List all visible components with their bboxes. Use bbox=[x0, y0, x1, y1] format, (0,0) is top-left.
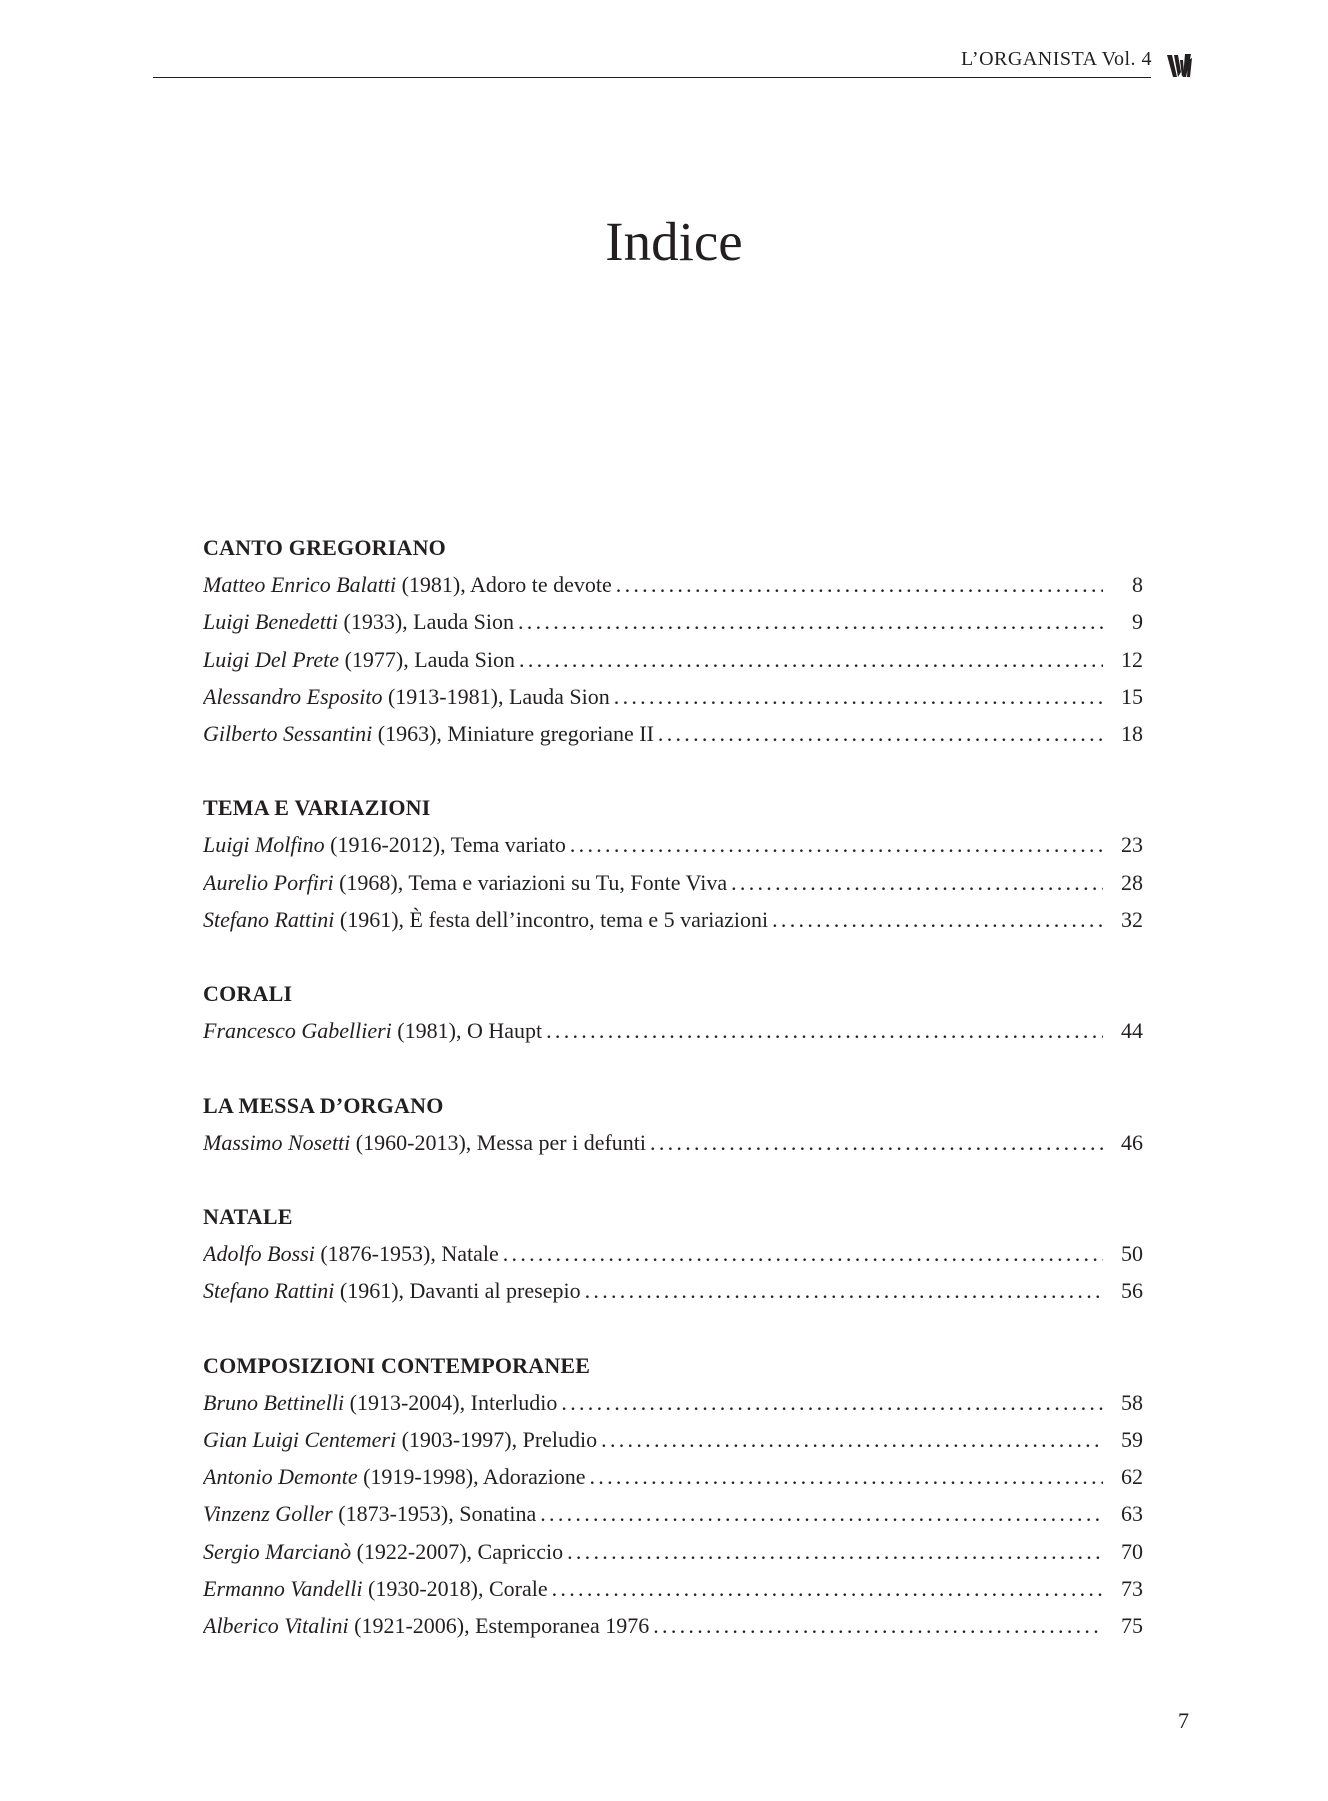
dot-leader bbox=[646, 1124, 1103, 1161]
page-ref: 50 bbox=[1121, 1240, 1143, 1266]
work-details: (1960-2013), Messa per i defunti bbox=[350, 1129, 647, 1155]
toc-entry[interactable] bbox=[203, 901, 1143, 938]
entry-label bbox=[203, 1607, 649, 1644]
page-ref: 70 bbox=[1121, 1538, 1143, 1564]
toc-section bbox=[203, 529, 1143, 752]
dot-leader bbox=[563, 1533, 1103, 1570]
dot-leader bbox=[581, 1272, 1103, 1309]
dot-leader bbox=[654, 715, 1103, 752]
entry-label bbox=[203, 1495, 536, 1532]
dot-leader bbox=[542, 1012, 1103, 1049]
entry-label bbox=[203, 1235, 499, 1272]
toc-entry[interactable] bbox=[203, 715, 1143, 752]
toc-section bbox=[203, 975, 1143, 1049]
entry-label bbox=[203, 1458, 585, 1495]
dot-leader bbox=[585, 1458, 1103, 1495]
toc-entry[interactable] bbox=[203, 826, 1143, 863]
dot-leader bbox=[649, 1607, 1103, 1644]
toc-entry[interactable] bbox=[203, 1533, 1143, 1570]
work-details: (1981), O Haupt bbox=[391, 1018, 543, 1044]
composer-name: Luigi Benedetti bbox=[203, 609, 339, 635]
composer-name: Stefano Rattini bbox=[203, 1278, 335, 1304]
toc-entry[interactable] bbox=[203, 641, 1143, 678]
section-heading: LA MESSA D’ORGANO bbox=[203, 1092, 444, 1118]
composer-name: Gian Luigi Centemeri bbox=[203, 1426, 397, 1452]
dot-leader bbox=[566, 826, 1103, 863]
toc-entry[interactable] bbox=[203, 1570, 1143, 1607]
work-details: (1961), È festa dell’incontro, tema e 5 variazioni bbox=[334, 907, 769, 933]
page-ref: 8 bbox=[1132, 572, 1143, 597]
page-ref: 73 bbox=[1121, 1576, 1143, 1602]
toc-section bbox=[203, 1198, 1143, 1310]
toc-entry[interactable] bbox=[203, 1124, 1143, 1161]
entry-label bbox=[203, 901, 768, 938]
work-details: (1961), Davanti al presepio bbox=[334, 1278, 581, 1304]
toc-entry[interactable] bbox=[203, 1012, 1143, 1049]
entry-label bbox=[203, 641, 515, 678]
entry-label bbox=[203, 603, 514, 640]
work-details: (1873-1953), Sonatina bbox=[332, 1501, 537, 1527]
composer-name: Luigi Molfino bbox=[203, 832, 325, 858]
toc-entry[interactable] bbox=[203, 864, 1143, 901]
work-details: (1919-1998), Adorazione bbox=[357, 1464, 586, 1490]
entry-label bbox=[203, 1570, 548, 1607]
page-ref: 59 bbox=[1121, 1426, 1143, 1452]
toc-entry[interactable] bbox=[203, 1272, 1143, 1309]
section-heading: COMPOSIZIONI CONTEMPORANEE bbox=[203, 1352, 591, 1378]
page-ref: 23 bbox=[1121, 832, 1143, 858]
section-heading: TEMA E VARIAZIONI bbox=[203, 795, 431, 821]
table-of-contents bbox=[203, 529, 1143, 1645]
composer-name: Vinzenz Goller bbox=[203, 1501, 333, 1527]
entry-label bbox=[203, 826, 566, 863]
composer-name: Alberico Vitalini bbox=[203, 1613, 349, 1639]
page-ref: 56 bbox=[1121, 1278, 1143, 1304]
composer-name: Ermanno Vandelli bbox=[203, 1576, 363, 1602]
page-ref: 9 bbox=[1132, 609, 1143, 635]
composer-name: Stefano Rattini bbox=[203, 907, 335, 933]
composer-name: Luigi Del Prete bbox=[203, 646, 340, 672]
work-details: (1913-1981), Lauda Sion bbox=[382, 683, 610, 709]
page-ref: 12 bbox=[1121, 646, 1143, 672]
dot-leader bbox=[727, 864, 1103, 901]
header-rule bbox=[153, 77, 1151, 78]
page-ref: 63 bbox=[1121, 1501, 1143, 1527]
entry-label bbox=[203, 1421, 597, 1458]
toc-entry[interactable] bbox=[203, 1495, 1143, 1532]
composer-name: Sergio Marcianò bbox=[203, 1538, 352, 1564]
toc-entry[interactable] bbox=[203, 1421, 1143, 1458]
toc-entry[interactable] bbox=[203, 603, 1143, 640]
entry-label bbox=[203, 1384, 557, 1421]
page-number: 7 bbox=[1178, 1708, 1189, 1733]
entry-label bbox=[203, 1124, 646, 1161]
composer-name: Aurelio Porfiri bbox=[203, 869, 334, 895]
dot-leader bbox=[610, 678, 1103, 715]
page-ref: 62 bbox=[1121, 1464, 1143, 1490]
section-heading: CORALI bbox=[203, 981, 293, 1007]
page-ref: 58 bbox=[1121, 1389, 1143, 1415]
section-heading: NATALE bbox=[203, 1203, 293, 1229]
work-details: (1921-2006), Estemporanea 1976 bbox=[348, 1613, 650, 1639]
toc-entry[interactable] bbox=[203, 1384, 1143, 1421]
composer-name: Antonio Demonte bbox=[203, 1464, 358, 1490]
work-details: (1981), Adoro te devote bbox=[396, 572, 612, 597]
dot-leader bbox=[514, 603, 1103, 640]
work-details: (1933), Lauda Sion bbox=[338, 609, 514, 635]
dot-leader bbox=[557, 1384, 1103, 1421]
page-ref: 15 bbox=[1121, 683, 1143, 709]
dot-leader bbox=[597, 1421, 1103, 1458]
toc-entry[interactable] bbox=[203, 566, 1143, 603]
entry-label bbox=[203, 1272, 581, 1309]
work-details: (1913-2004), Interludio bbox=[344, 1389, 558, 1415]
work-details: (1930-2018), Corale bbox=[362, 1576, 548, 1602]
page-ref: 46 bbox=[1121, 1129, 1143, 1155]
work-details: (1922-2007), Capriccio bbox=[351, 1538, 564, 1564]
composer-name: Francesco Gabellieri bbox=[203, 1018, 392, 1044]
work-details: (1876-1953), Natale bbox=[314, 1240, 499, 1266]
entry-label bbox=[203, 678, 610, 715]
composer-name: Matteo Enrico Balatti bbox=[203, 572, 397, 597]
composer-name: Gilberto Sessantini bbox=[203, 721, 373, 747]
page-ref: 75 bbox=[1121, 1613, 1143, 1639]
dot-leader bbox=[536, 1495, 1103, 1532]
work-details: (1903-1997), Preludio bbox=[396, 1426, 598, 1452]
toc-entry[interactable] bbox=[203, 1458, 1143, 1495]
page-ref: 44 bbox=[1121, 1018, 1143, 1044]
work-details: (1968), Tema e variazioni su Tu, Fonte Viva bbox=[333, 869, 728, 895]
entry-label bbox=[203, 1533, 563, 1570]
toc-entry[interactable] bbox=[203, 1235, 1143, 1272]
dot-leader bbox=[768, 901, 1103, 938]
composer-name: Adolfo Bossi bbox=[203, 1240, 315, 1266]
section-heading: CANTO GREGORIANO bbox=[203, 535, 446, 560]
entry-label bbox=[203, 1012, 542, 1049]
page-ref: 18 bbox=[1121, 721, 1143, 747]
toc-entry[interactable] bbox=[203, 1607, 1143, 1644]
composer-name: Alessandro Esposito bbox=[203, 683, 383, 709]
toc-entry[interactable] bbox=[203, 678, 1143, 715]
publisher-logo-icon bbox=[1166, 52, 1192, 78]
dot-leader bbox=[612, 566, 1103, 603]
running-header: L’ORGANISTA Vol. 4 bbox=[961, 48, 1152, 70]
dot-leader bbox=[548, 1570, 1103, 1607]
page-ref: 28 bbox=[1121, 869, 1143, 895]
dot-leader bbox=[499, 1235, 1103, 1272]
composer-name: Bruno Bettinelli bbox=[203, 1389, 345, 1415]
entry-label bbox=[203, 864, 727, 901]
entry-label bbox=[203, 566, 612, 603]
composer-name: Massimo Nosetti bbox=[203, 1129, 351, 1155]
work-details: (1977), Lauda Sion bbox=[339, 646, 516, 672]
toc-section bbox=[203, 789, 1143, 938]
page-ref: 32 bbox=[1121, 907, 1143, 933]
page-title: Indice bbox=[605, 210, 743, 272]
work-details: (1963), Miniature gregoriane II bbox=[372, 721, 654, 747]
toc-section bbox=[203, 1347, 1143, 1645]
entry-label bbox=[203, 715, 654, 752]
dot-leader bbox=[515, 641, 1103, 678]
work-details: (1916-2012), Tema variato bbox=[324, 832, 566, 858]
toc-section bbox=[203, 1087, 1143, 1161]
